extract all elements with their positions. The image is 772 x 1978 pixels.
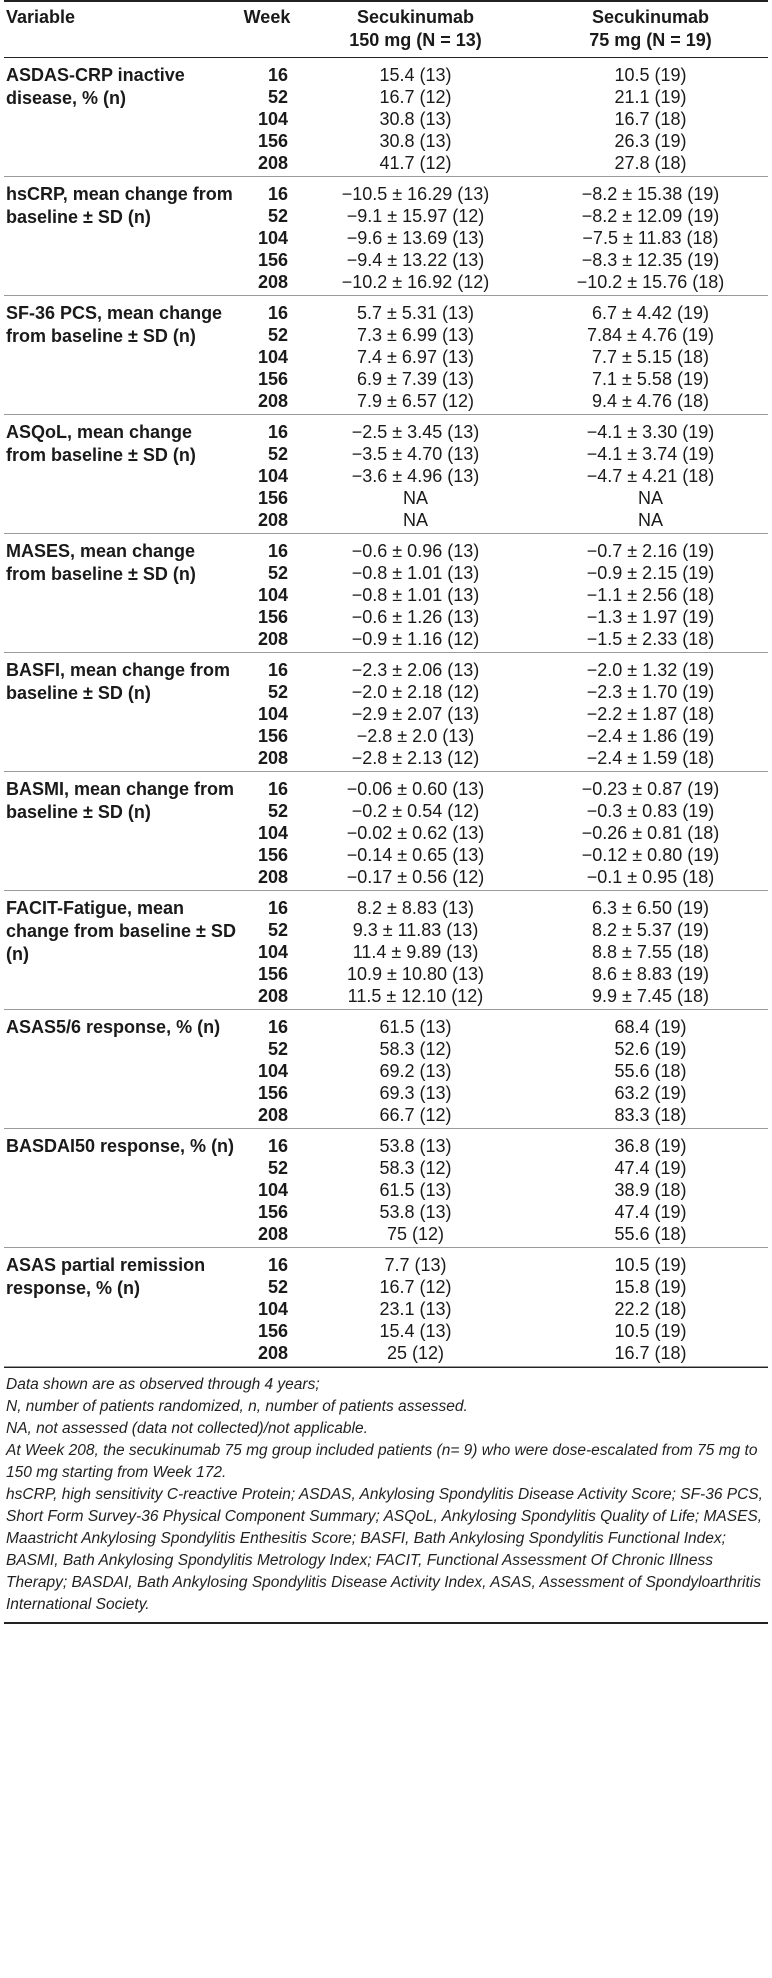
- value-v75: 47.4 (19): [614, 1202, 687, 1222]
- value-v150: 6.9 ± 7.39 (13): [357, 369, 474, 389]
- value-v150: −2.0 ± 2.18 (12): [351, 682, 480, 702]
- value-v150: 75 (12): [386, 1224, 445, 1244]
- secukinumab-150mg-cell: [298, 415, 533, 534]
- value-v75: NA: [637, 488, 663, 508]
- value-v150: −2.9 ± 2.07 (13): [351, 704, 480, 724]
- value-v150: −0.17 ± 0.56 (12): [346, 867, 485, 887]
- value-v75: −0.3 ± 0.83 (19): [586, 801, 715, 821]
- week-cell: [236, 296, 298, 415]
- week-value: 16: [267, 779, 288, 799]
- secukinumab-150mg-cell: [298, 1010, 533, 1129]
- week-value: 208: [257, 391, 288, 411]
- header-150mg: [298, 1, 533, 58]
- value-v75: 10.5 (19): [614, 1255, 687, 1275]
- week-value: 52: [267, 87, 288, 107]
- secukinumab-75mg-cell: [533, 1010, 768, 1129]
- variable-label: BASDAI50 response, % (n): [6, 1136, 235, 1156]
- secukinumab-150mg-cell: [298, 1248, 533, 1367]
- week-value: 52: [267, 1039, 288, 1059]
- value-v150: −9.6 ± 13.69 (13): [346, 228, 485, 248]
- value-v75: −2.2 ± 1.87 (18): [586, 704, 715, 724]
- week-value: 16: [267, 660, 288, 680]
- value-v75: 27.8 (18): [614, 153, 687, 173]
- value-v150: 41.7 (12): [379, 153, 452, 173]
- week-value: 208: [257, 1105, 288, 1125]
- table-row: [4, 1010, 768, 1129]
- week-value: 208: [257, 986, 288, 1006]
- value-v75: −4.1 ± 3.74 (19): [586, 444, 715, 464]
- week-value: 16: [267, 65, 288, 85]
- value-v150: −0.06 ± 0.60 (13): [346, 779, 485, 799]
- week-value: 156: [257, 488, 288, 508]
- value-v150: 30.8 (13): [379, 131, 452, 151]
- value-v75: −1.5 ± 2.33 (18): [586, 629, 715, 649]
- week-value: 104: [257, 347, 288, 367]
- table-row: [4, 58, 768, 177]
- week-value: 52: [267, 920, 288, 940]
- value-v75: −1.3 ± 1.97 (19): [586, 607, 715, 627]
- value-v150: 53.8 (13): [379, 1202, 452, 1222]
- value-v150: 66.7 (12): [379, 1105, 452, 1125]
- value-v75: 63.2 (19): [614, 1083, 687, 1103]
- secukinumab-150mg-cell: [298, 58, 533, 177]
- week-cell: [236, 58, 298, 177]
- footnote: N, number of patients randomized, n, number of patients assessed.: [6, 1398, 468, 1415]
- value-v75: 7.7 ± 5.15 (18): [592, 347, 709, 367]
- secukinumab-75mg-cell: [533, 891, 768, 1010]
- week-value: 156: [257, 1321, 288, 1341]
- table-row: [4, 177, 768, 296]
- week-value: 208: [257, 510, 288, 530]
- secukinumab-75mg-cell: [533, 58, 768, 177]
- week-value: 208: [257, 272, 288, 292]
- secukinumab-75mg-cell: [533, 296, 768, 415]
- week-value: 104: [257, 704, 288, 724]
- value-v150: 11.4 ± 9.89 (13): [352, 942, 479, 962]
- secukinumab-150mg-cell: [298, 534, 533, 653]
- value-v75: −8.2 ± 12.09 (19): [581, 206, 720, 226]
- footnote: NA, not assessed (data not collected)/not applicable.: [6, 1420, 368, 1437]
- week-value: 16: [267, 541, 288, 561]
- week-value: 156: [257, 964, 288, 984]
- results-table: [4, 0, 768, 1367]
- value-v150: −0.8 ± 1.01 (13): [351, 585, 480, 605]
- value-v150: 23.1 (13): [379, 1299, 452, 1319]
- value-v150: 58.3 (12): [379, 1039, 452, 1059]
- secukinumab-75mg-cell: [533, 1129, 768, 1248]
- value-v75: 36.8 (19): [614, 1136, 687, 1156]
- week-value: 104: [257, 109, 288, 129]
- value-v75: 9.4 ± 4.76 (18): [592, 391, 709, 411]
- secukinumab-75mg-cell: [533, 534, 768, 653]
- value-v75: −0.7 ± 2.16 (19): [586, 541, 715, 561]
- week-value: 208: [257, 1224, 288, 1244]
- value-v75: −0.12 ± 0.80 (19): [581, 845, 720, 865]
- week-value: 52: [267, 1158, 288, 1178]
- value-v75: −2.4 ± 1.86 (19): [586, 726, 715, 746]
- value-v75: −0.9 ± 2.15 (19): [586, 563, 715, 583]
- week-value: 208: [257, 867, 288, 887]
- header-150mg-line1: Secukinumab: [356, 7, 475, 27]
- value-v75: 9.9 ± 7.45 (18): [592, 986, 709, 1006]
- value-v150: 30.8 (13): [379, 109, 452, 129]
- week-value: 104: [257, 1180, 288, 1200]
- week-value: 104: [257, 1061, 288, 1081]
- variable-label: ASAS5/6 response, % (n): [6, 1017, 221, 1037]
- value-v75: 68.4 (19): [614, 1017, 687, 1037]
- value-v75: 8.6 ± 8.83 (19): [592, 964, 709, 984]
- secukinumab-150mg-cell: [298, 296, 533, 415]
- week-value: 52: [267, 444, 288, 464]
- value-v150: −3.6 ± 4.96 (13): [351, 466, 480, 486]
- value-v75: 8.2 ± 5.37 (19): [592, 920, 709, 940]
- value-v150: −0.8 ± 1.01 (13): [351, 563, 480, 583]
- value-v75: 7.1 ± 5.58 (19): [592, 369, 709, 389]
- value-v75: −4.1 ± 3.30 (19): [586, 422, 715, 442]
- value-v75: −7.5 ± 11.83 (18): [582, 228, 719, 248]
- week-value: 52: [267, 206, 288, 226]
- value-v75: 8.8 ± 7.55 (18): [592, 942, 709, 962]
- value-v150: NA: [402, 510, 428, 530]
- value-v150: 69.3 (13): [379, 1083, 452, 1103]
- secukinumab-150mg-cell: [298, 177, 533, 296]
- value-v75: −2.4 ± 1.59 (18): [586, 748, 715, 768]
- week-value: 104: [257, 823, 288, 843]
- header-75mg-line1: Secukinumab: [591, 7, 710, 27]
- value-v150: 61.5 (13): [379, 1180, 452, 1200]
- week-value: 104: [257, 1299, 288, 1319]
- secukinumab-75mg-cell: [533, 1248, 768, 1367]
- value-v75: 21.1 (19): [614, 87, 687, 107]
- value-v75: 55.6 (18): [614, 1224, 687, 1244]
- week-value: 208: [257, 629, 288, 649]
- week-value: 16: [267, 1017, 288, 1037]
- secukinumab-75mg-cell: [533, 177, 768, 296]
- value-v150: 58.3 (12): [379, 1158, 452, 1178]
- value-v75: −8.3 ± 12.35 (19): [581, 250, 720, 270]
- secukinumab-75mg-cell: [533, 772, 768, 891]
- value-v75: 10.5 (19): [614, 65, 687, 85]
- value-v75: −0.1 ± 0.95 (18): [586, 867, 715, 887]
- header-150mg-line2: 150 mg (N = 13): [349, 30, 482, 50]
- footnote: hsCRP, high sensitivity C-reactive Protein; ASDAS, Ankylosing Spondylitis Disease Activity Score; SF-36 PCS, Short Form Survey-36 Physical Component Summary; ASQoL, Ankylosing Spondylitis Quality of Life; MASES, Maastricht Ankylosing Spondylitis Enthesitis Score; BASFI, Bath Ankylosing Spondylitis Functional Index; BASMI, Bath Ankylosing Spondylitis Metrology Index; FACIT, Functional Assessment Of Chronic Illness Therapy; BASDAI, Bath Ankylosing Spondylitis Disease Activity Index, ASAS, Assessment of Spondyloarthritis International Society.: [6, 1486, 763, 1613]
- variable-label: ASAS partial remission response, % (n): [6, 1255, 206, 1298]
- value-v150: −2.8 ± 2.13 (12): [351, 748, 480, 768]
- variable-label: BASFI, mean change from baseline ± SD (n): [6, 660, 231, 703]
- value-v75: 6.7 ± 4.42 (19): [592, 303, 709, 323]
- value-v75: 16.7 (18): [614, 1343, 687, 1363]
- week-value: 52: [267, 801, 288, 821]
- value-v150: −2.5 ± 3.45 (13): [351, 422, 480, 442]
- value-v150: 7.9 ± 6.57 (12): [357, 391, 474, 411]
- week-value: 16: [267, 184, 288, 204]
- value-v150: −2.8 ± 2.0 (13): [356, 726, 475, 746]
- value-v150: 15.4 (13): [379, 1321, 452, 1341]
- value-v75: 15.8 (19): [614, 1277, 687, 1297]
- week-value: 104: [257, 466, 288, 486]
- week-value: 156: [257, 250, 288, 270]
- week-value: 156: [257, 1202, 288, 1222]
- value-v150: 11.5 ± 12.10 (12): [347, 986, 484, 1006]
- value-v150: 7.4 ± 6.97 (13): [357, 347, 474, 367]
- table-row: [4, 772, 768, 891]
- variable-label: hsCRP, mean change from baseline ± SD (n): [6, 184, 233, 227]
- week-cell: [236, 534, 298, 653]
- week-value: 156: [257, 131, 288, 151]
- week-value: 16: [267, 1255, 288, 1275]
- header-75mg: [533, 1, 768, 58]
- value-v75: 38.9 (18): [614, 1180, 687, 1200]
- value-v75: 55.6 (18): [614, 1061, 687, 1081]
- week-cell: [236, 177, 298, 296]
- value-v75: 10.5 (19): [614, 1321, 687, 1341]
- value-v150: −10.5 ± 16.29 (13): [341, 184, 490, 204]
- secukinumab-150mg-cell: [298, 772, 533, 891]
- table-row: [4, 891, 768, 1010]
- week-cell: [236, 1129, 298, 1248]
- table-body: [4, 58, 768, 1367]
- value-v150: −0.6 ± 1.26 (13): [351, 607, 480, 627]
- week-cell: [236, 891, 298, 1010]
- value-v75: 26.3 (19): [614, 131, 687, 151]
- value-v75: −0.26 ± 0.81 (18): [581, 823, 720, 843]
- week-cell: [236, 772, 298, 891]
- value-v75: 52.6 (19): [614, 1039, 687, 1059]
- value-v150: 7.7 (13): [384, 1255, 447, 1275]
- table-row: [4, 534, 768, 653]
- value-v75: 16.7 (18): [614, 109, 687, 129]
- week-value: 52: [267, 682, 288, 702]
- week-value: 156: [257, 607, 288, 627]
- value-v75: −8.2 ± 15.38 (19): [581, 184, 720, 204]
- week-value: 104: [257, 942, 288, 962]
- variable-label: SF-36 PCS, mean change from baseline ± SD (n): [6, 303, 223, 346]
- week-value: 16: [267, 1136, 288, 1156]
- week-cell: [236, 653, 298, 772]
- value-v75: −2.0 ± 1.32 (19): [586, 660, 715, 680]
- table-header: [4, 1, 768, 58]
- header-variable: Variable: [6, 7, 76, 27]
- week-value: 104: [257, 585, 288, 605]
- value-v150: −0.14 ± 0.65 (13): [346, 845, 485, 865]
- value-v150: −2.3 ± 2.06 (13): [351, 660, 480, 680]
- variable-label: MASES, mean change from baseline ± SD (n): [6, 541, 196, 584]
- value-v150: −9.4 ± 13.22 (13): [346, 250, 485, 270]
- value-v75: −2.3 ± 1.70 (19): [586, 682, 715, 702]
- week-value: 208: [257, 153, 288, 173]
- value-v150: −0.2 ± 0.54 (12): [351, 801, 480, 821]
- table-row: [4, 415, 768, 534]
- value-v150: 16.7 (12): [379, 1277, 452, 1297]
- value-v150: 25 (12): [386, 1343, 445, 1363]
- value-v150: 10.9 ± 10.80 (13): [347, 964, 484, 984]
- value-v150: 61.5 (13): [379, 1017, 452, 1037]
- value-v150: NA: [402, 488, 428, 508]
- value-v75: NA: [637, 510, 663, 530]
- value-v75: 7.84 ± 4.76 (19): [587, 325, 714, 345]
- footnote: Data shown are as observed through 4 years;: [6, 1376, 320, 1393]
- value-v150: −9.1 ± 15.97 (12): [346, 206, 485, 226]
- secukinumab-150mg-cell: [298, 1129, 533, 1248]
- week-value: 16: [267, 303, 288, 323]
- value-v75: 22.2 (18): [614, 1299, 687, 1319]
- value-v75: 6.3 ± 6.50 (19): [592, 898, 709, 918]
- table-bottom-rule: [4, 1622, 768, 1624]
- value-v75: 83.3 (18): [614, 1105, 687, 1125]
- value-v150: 9.3 ± 11.83 (13): [352, 920, 479, 940]
- week-value: 52: [267, 563, 288, 583]
- value-v75: −1.1 ± 2.56 (18): [586, 585, 715, 605]
- secukinumab-75mg-cell: [533, 653, 768, 772]
- secukinumab-75mg-cell: [533, 415, 768, 534]
- value-v150: 53.8 (13): [379, 1136, 452, 1156]
- week-value: 156: [257, 369, 288, 389]
- week-value: 52: [267, 1277, 288, 1297]
- value-v75: −4.7 ± 4.21 (18): [586, 466, 715, 486]
- secukinumab-150mg-cell: [298, 653, 533, 772]
- header-75mg-line2: 75 mg (N = 19): [589, 30, 712, 50]
- value-v150: −0.9 ± 1.16 (12): [351, 629, 480, 649]
- week-value: 156: [257, 726, 288, 746]
- variable-label: ASQoL, mean change from baseline ± SD (n): [6, 422, 196, 465]
- value-v75: −10.2 ± 15.76 (18): [576, 272, 725, 292]
- table-row: [4, 296, 768, 415]
- week-value: 208: [257, 1343, 288, 1363]
- footnote: At Week 208, the secukinumab 75 mg group included patients (n= 9) who were dose-escalated from 75 mg to 150 mg starting from Week 172.: [6, 1442, 758, 1481]
- value-v150: −0.02 ± 0.62 (13): [346, 823, 485, 843]
- week-cell: [236, 1010, 298, 1129]
- week-cell: [236, 415, 298, 534]
- value-v150: 5.7 ± 5.31 (13): [357, 303, 474, 323]
- week-value: 52: [267, 325, 288, 345]
- variable-label: BASMI, mean change from baseline ± SD (n): [6, 779, 235, 822]
- value-v150: 8.2 ± 8.83 (13): [357, 898, 474, 918]
- value-v75: −0.23 ± 0.87 (19): [581, 779, 720, 799]
- table-row: [4, 653, 768, 772]
- week-value: 156: [257, 1083, 288, 1103]
- value-v150: −10.2 ± 16.92 (12): [341, 272, 490, 292]
- week-cell: [236, 1248, 298, 1367]
- value-v150: 15.4 (13): [379, 65, 452, 85]
- value-v150: −0.6 ± 0.96 (13): [351, 541, 480, 561]
- value-v150: −3.5 ± 4.70 (13): [351, 444, 480, 464]
- week-value: 208: [257, 748, 288, 768]
- table-row: [4, 1129, 768, 1248]
- header-week: Week: [243, 7, 291, 27]
- value-v150: 69.2 (13): [379, 1061, 452, 1081]
- variable-label: ASDAS-CRP inactive disease, % (n): [6, 65, 185, 108]
- week-value: 156: [257, 845, 288, 865]
- table-row: [4, 1248, 768, 1367]
- week-value: 16: [267, 898, 288, 918]
- variable-label: FACIT-Fatigue, mean change from baseline ± SD (n): [6, 898, 236, 964]
- value-v150: 16.7 (12): [379, 87, 452, 107]
- week-value: 16: [267, 422, 288, 442]
- table-footnotes: [4, 1367, 768, 1616]
- week-value: 104: [257, 228, 288, 248]
- value-v75: 47.4 (19): [614, 1158, 687, 1178]
- secukinumab-150mg-cell: [298, 891, 533, 1010]
- value-v150: 7.3 ± 6.99 (13): [357, 325, 474, 345]
